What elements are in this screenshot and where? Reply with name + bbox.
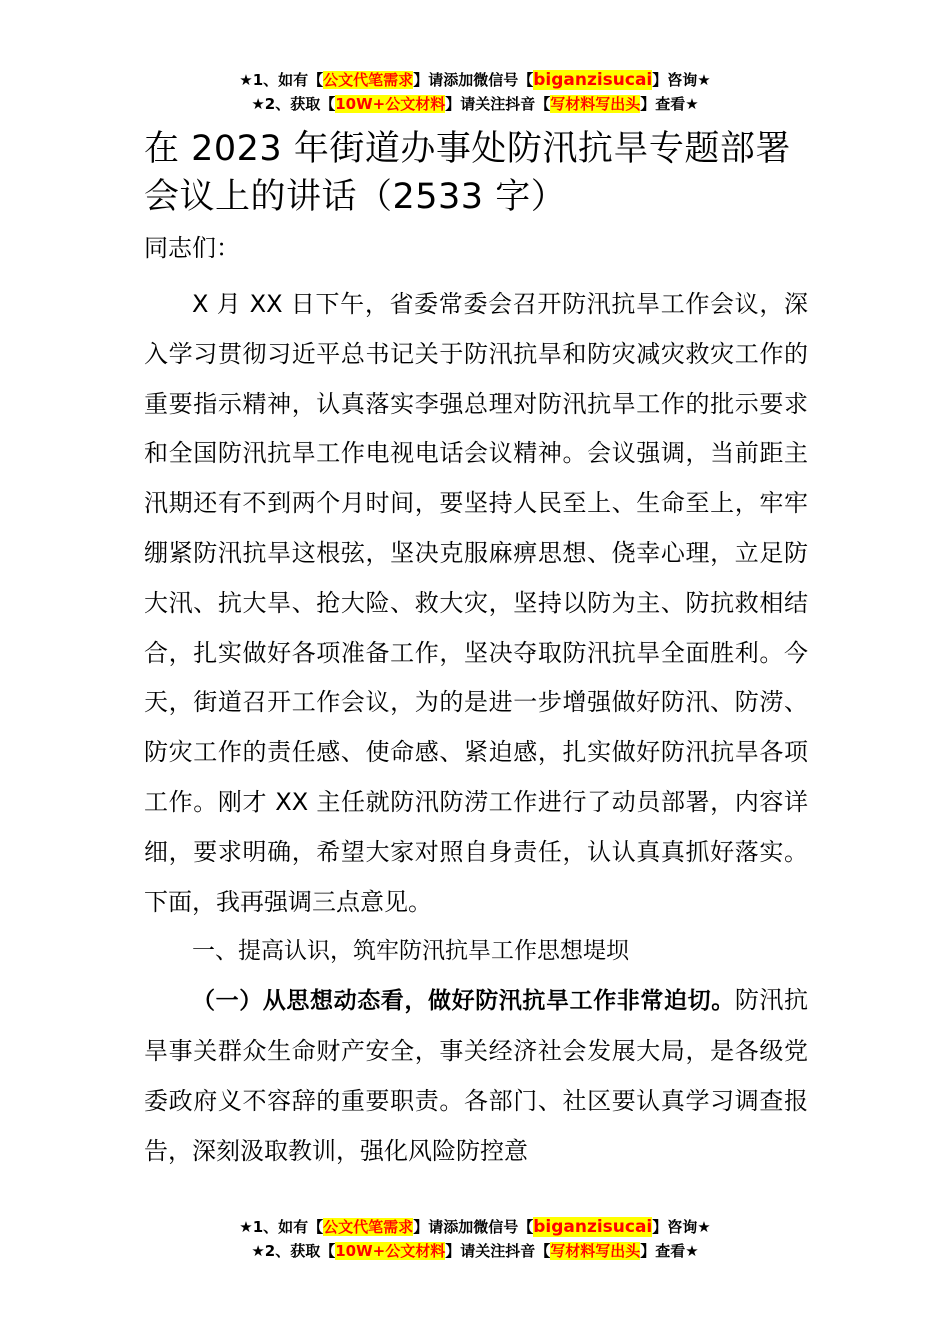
promo-line-2-bottom — [0, 1239, 950, 1263]
promo-highlight-wechat-id-bottom: biganzisucai — [533, 1217, 653, 1237]
promo-line-2-middle: 】请关注抖音【 — [445, 95, 551, 113]
subsection-heading-1: （一）从思想动态看，做好防汛抗旱工作非常迫切。 — [192, 988, 735, 1015]
promo-highlight-douyin-account-bottom: 写材料写出头 — [550, 1242, 641, 1260]
promo-line-2-middle-bottom: 】请关注抖音【 — [445, 1242, 551, 1260]
document-body — [144, 125, 808, 1177]
promo-banner-top — [0, 68, 950, 116]
promo-highlight-douyin-account: 写材料写出头 — [550, 95, 641, 113]
promo-highlight-writing-service-bottom: 公文代笔需求 — [323, 1218, 414, 1236]
promo-line-1-middle: 】请添加微信号【 — [413, 71, 534, 89]
promo-highlight-materials-bottom: 10W+公文材料 — [335, 1242, 446, 1260]
promo-line-2-suffix: 】查看★ — [640, 95, 699, 113]
promo-line-1-middle-bottom: 】请添加微信号【 — [413, 1218, 534, 1236]
subsection-paragraph-1 — [144, 976, 808, 1176]
promo-line-1-prefix-bottom: ★1、如有【 — [239, 1218, 324, 1236]
promo-line-1-suffix: 】咨询★ — [652, 71, 711, 89]
paragraph-intro: X 月 XX 日下午，省委常委会召开防汛抗旱工作会议，深入学习贯彻习近平总书记关于防汛抗旱和防灾减灾救灾工作的重要指示精神，认真落实李强总理对防汛抗旱工作的批示要求和全国防汛抗旱工作电视电话会议精神。会议强调，当前距主汛期还有不到两个月时间，要坚持人民至上、生命至上，牢牢绷紧防汛抗旱这根弦，坚决克服麻痹思想、侥幸心理，立足防大汛、抗大旱、抢大险、救大灾，坚持以防为主、防抗救相结合，扎实做好各项准备工作，坚决夺取防汛抗旱全面胜利。今天，街道召开工作会议，为的是进一步增强做好防汛、防涝、防灾工作的责任感、使命感、紧迫感，扎实做好防汛抗旱各项工作。刚才 XX 主任就防汛防涝工作进行了动员部署，内容详细，要求明确，希望大家对照自身责任，认认真真抓好落实。下面，我再强调三点意见。 — [144, 290, 808, 916]
salutation: 同志们： — [144, 234, 240, 262]
promo-highlight-materials: 10W+公文材料 — [335, 95, 446, 113]
promo-line-1-bottom — [0, 1215, 950, 1239]
promo-line-2-prefix: ★2、获取【 — [251, 95, 336, 113]
promo-line-1 — [0, 68, 950, 92]
promo-banner-bottom — [0, 1215, 950, 1263]
promo-highlight-wechat-id: biganzisucai — [533, 70, 653, 90]
paragraph-2: 防汛抗旱事关群众生命财产安全，事关经济社会发展大局，是各级党委政府义不容辞的重要职责。各部门、社区要认真学习调查报告，深刻汲取教训，强化风险防控意 — [144, 986, 809, 1165]
promo-line-2 — [0, 92, 950, 116]
promo-line-2-prefix-bottom: ★2、获取【 — [251, 1242, 336, 1260]
promo-highlight-writing-service: 公文代笔需求 — [323, 71, 414, 89]
promo-line-1-prefix: ★1、如有【 — [239, 71, 324, 89]
promo-line-2-suffix-bottom: 】查看★ — [640, 1242, 699, 1260]
section-heading-1: 一、提高认识，筑牢防汛抗旱工作思想堤坝 — [192, 938, 629, 965]
promo-line-1-suffix-bottom: 】咨询★ — [652, 1218, 711, 1236]
document-title: 在 2023 年街道办事处防汛抗旱专题部署会议上的讲话（2533 字） — [144, 129, 791, 217]
